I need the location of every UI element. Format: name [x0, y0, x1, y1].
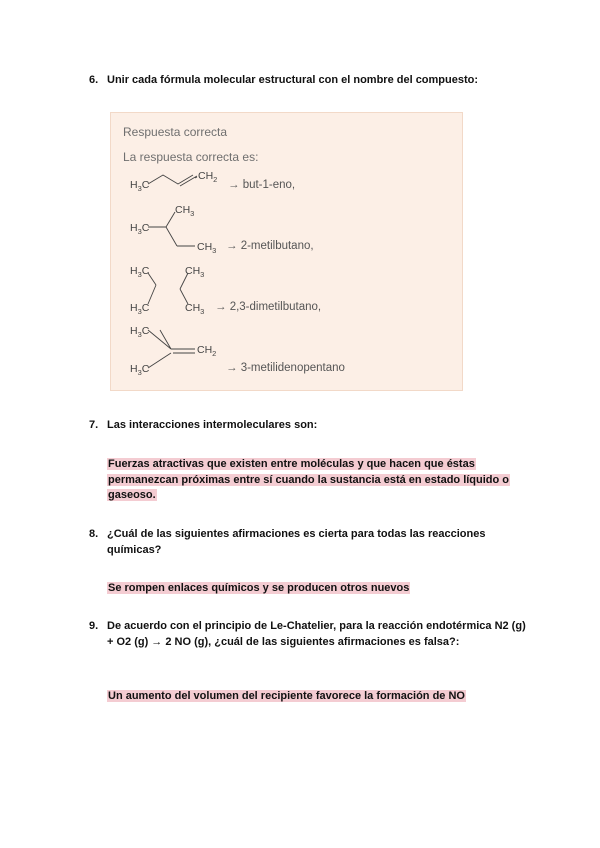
question-text: Las interacciones intermoleculares son:	[107, 419, 318, 431]
svg-text:CH2: $CH_2$	[197, 344, 217, 358]
answer-9	[107, 689, 527, 705]
highlighted-answer: Un aumento del volumen del recipiente favorece la formación de NO	[108, 690, 465, 702]
compound-name-4: → 3-metilidenopentano	[226, 362, 345, 374]
question-text: ¿Cuál de las siguientes afirmaciones es cierta para todas las reacciones químicas?	[107, 528, 486, 556]
structural-formulas	[111, 113, 464, 392]
question-number: 6.	[89, 74, 99, 86]
svg-text:CH3: $CH_3$	[185, 265, 205, 279]
highlighted-answer: Fuerzas atractivas que existen entre moléculas y que hacen que éstas permanezcan próximas entre sí cuando la sustancia está en estado líquido o gaseoso.	[108, 458, 510, 501]
correct-answer-feedback	[110, 112, 463, 391]
svg-text:H3C: $H_3C$	[130, 179, 150, 193]
svg-text:H3C: $H_3C$	[130, 302, 150, 316]
question-7	[89, 418, 529, 434]
svg-text:H3C: $H_3C$	[130, 325, 150, 339]
svg-text:H3C: $H_3C$	[130, 265, 150, 279]
compound-name-1: → but-1-eno,	[228, 179, 296, 191]
svg-text:H3C: $H_3C$	[130, 222, 150, 236]
feedback-title: Respuesta correcta	[123, 125, 228, 139]
compound-name-2: → 2-metilbutano,	[226, 240, 314, 252]
question-number: 7.	[89, 419, 99, 431]
compound-name-3: → 2,3-dimetilbutano,	[215, 301, 322, 313]
formula-2-metilbutano	[130, 204, 216, 255]
svg-text:H3C: $H_3C$	[130, 363, 150, 377]
question-9	[89, 619, 529, 650]
feedback-subtitle: La respuesta correcta es:	[123, 150, 259, 164]
formula-2-3-dimetilbutano	[130, 265, 204, 316]
question-text: De acuerdo con el principio de Le-Chatelier, para la reacción endotérmica N2 (g) + O2 (g) → 2 NO (g), ¿cuál de las siguientes afirmaciones es falsa?:	[107, 620, 526, 648]
question-text: Unir cada fórmula molecular estructural con el nombre del compuesto:	[107, 74, 479, 86]
question-number: 9.	[89, 620, 99, 632]
highlighted-answer: Se rompen enlaces químicos y se producen otros nuevos	[108, 582, 410, 594]
answer-8	[107, 581, 527, 597]
svg-text:CH3: $CH_3$	[185, 302, 205, 316]
question-number: 8.	[89, 528, 99, 540]
question-6	[89, 73, 529, 89]
svg-text:CH3: $CH_3$	[197, 241, 217, 255]
answer-7	[107, 457, 527, 504]
question-8	[89, 527, 529, 558]
formula-3-metilidenopentano	[130, 325, 216, 377]
svg-text:CH3: $CH_3$	[175, 204, 195, 218]
svg-text:CH2: $CH_2$	[198, 170, 218, 184]
